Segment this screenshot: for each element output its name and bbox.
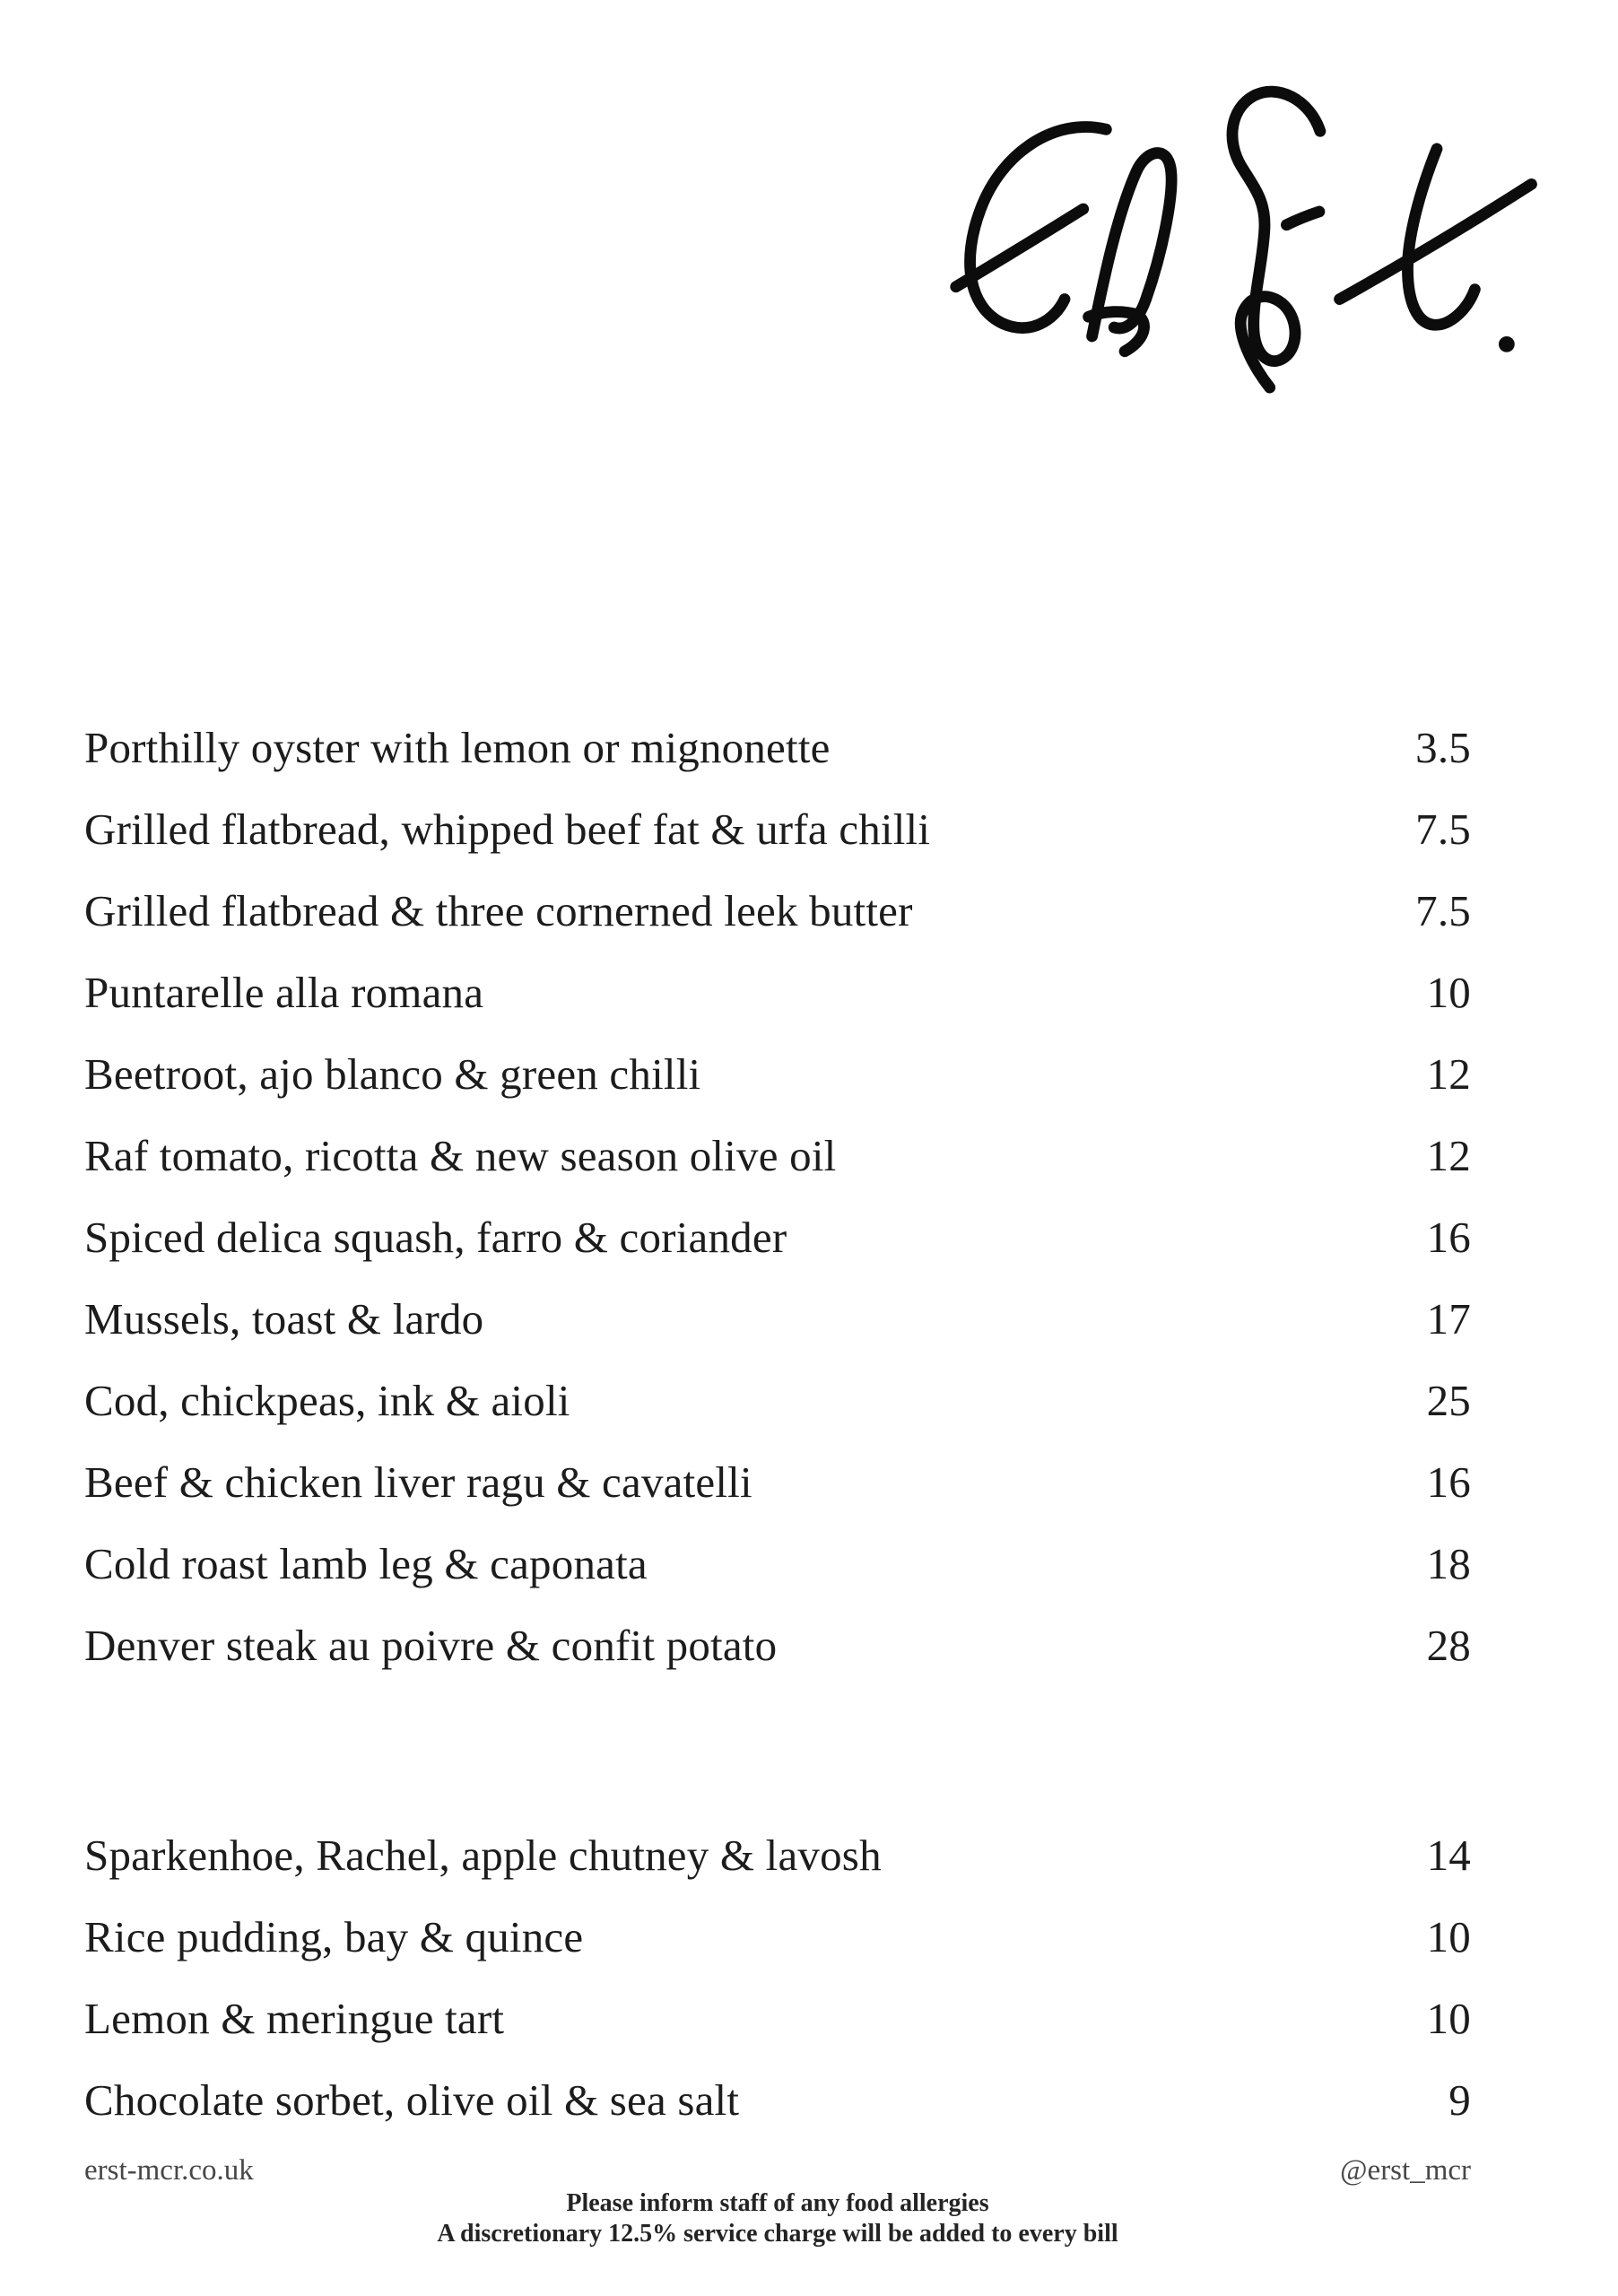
menu-item-row xyxy=(84,1896,1471,1978)
logo-period-dot xyxy=(1499,336,1515,352)
menu-item-row xyxy=(84,952,1471,1033)
dish-price: 7.5 xyxy=(1415,886,1471,935)
menu-item-row xyxy=(84,1814,1471,1896)
dish-name: Beef & chicken liver ragu & cavatelli xyxy=(84,1457,752,1507)
logo-letter-r-foot xyxy=(1089,312,1136,317)
dish-price: 18 xyxy=(1426,1539,1471,1588)
menu-item-row xyxy=(84,1523,1471,1605)
erst-logo xyxy=(942,76,1561,404)
logo-letter-s-tick xyxy=(1286,212,1318,225)
dish-name: Chocolate sorbet, olive oil & sea salt xyxy=(84,2075,740,2125)
dish-name: Denver steak au poivre & confit potato xyxy=(84,1621,778,1670)
allergy-note: Please inform staff of any food allergies xyxy=(566,2189,989,2217)
logo-letter-e-curve xyxy=(970,127,1107,328)
dish-price: 7.5 xyxy=(1415,804,1471,854)
dish-price: 10 xyxy=(1426,968,1471,1017)
dish-name: Cod, chickpeas, ink & aioli xyxy=(84,1376,570,1425)
dish-name: Raf tomato, ricotta & new season olive oil xyxy=(84,1131,837,1180)
dish-name: Cold roast lamb leg & caponata xyxy=(84,1539,648,1588)
dish-name: Grilled flatbread & three cornerned leek butter xyxy=(84,886,913,935)
dish-name: Puntarelle alla romana xyxy=(84,968,484,1017)
dish-price: 16 xyxy=(1426,1457,1471,1507)
dish-name: Grilled flatbread, whipped beef fat & urfa chilli xyxy=(84,804,931,854)
dish-price: 3.5 xyxy=(1415,723,1471,772)
dish-price: 28 xyxy=(1426,1621,1471,1670)
dish-name: Sparkenhoe, Rachel, apple chutney & lavosh xyxy=(84,1831,882,1880)
menu-item-row xyxy=(84,788,1471,870)
dish-name: Mussels, toast & lardo xyxy=(84,1294,484,1344)
dish-price: 25 xyxy=(1426,1376,1471,1425)
service-charge-note: A discretionary 12.5% service charge will be added to every bill xyxy=(437,2220,1118,2248)
dish-price: 10 xyxy=(1426,1912,1471,1961)
website-link[interactable]: erst-mcr.co.uk xyxy=(84,2154,254,2187)
logo-letter-t-crossbar xyxy=(1340,184,1532,299)
menu-item-row xyxy=(84,1605,1471,1686)
dish-price: 10 xyxy=(1426,1994,1471,2043)
menu-item-row xyxy=(84,1115,1471,1196)
menu-section-desserts xyxy=(84,1814,1471,2141)
menu-section-mains xyxy=(84,707,1471,1686)
menu-item-row xyxy=(84,1278,1471,1360)
dish-name: Lemon & meringue tart xyxy=(84,1994,505,2043)
dish-price: 12 xyxy=(1426,1131,1471,1180)
dish-name: Porthilly oyster with lemon or mignonette xyxy=(84,723,831,772)
dish-price: 9 xyxy=(1448,2075,1471,2125)
menu-item-row xyxy=(84,1033,1471,1115)
menu-item-row xyxy=(84,870,1471,952)
footer-links xyxy=(84,2154,1471,2187)
menu-item-row xyxy=(84,1441,1471,1523)
menu-item-row xyxy=(84,707,1471,788)
instagram-handle-link[interactable]: @erst_mcr xyxy=(1340,2154,1471,2187)
dish-name: Beetroot, ajo blanco & green chilli xyxy=(84,1049,701,1099)
dish-price: 12 xyxy=(1426,1049,1471,1099)
footer-notes xyxy=(84,2188,1471,2249)
dish-price: 14 xyxy=(1426,1831,1471,1880)
logo-letter-s xyxy=(1232,91,1320,387)
dish-name: Rice pudding, bay & quince xyxy=(84,1912,584,1961)
dish-name: Spiced delica squash, farro & coriander xyxy=(84,1213,787,1262)
dish-price: 16 xyxy=(1426,1213,1471,1262)
menu-item-row xyxy=(84,1978,1471,2059)
menu-item-row xyxy=(84,2059,1471,2141)
dish-price: 17 xyxy=(1426,1294,1471,1344)
menu-item-row xyxy=(84,1196,1471,1278)
menu-item-row xyxy=(84,1360,1471,1441)
